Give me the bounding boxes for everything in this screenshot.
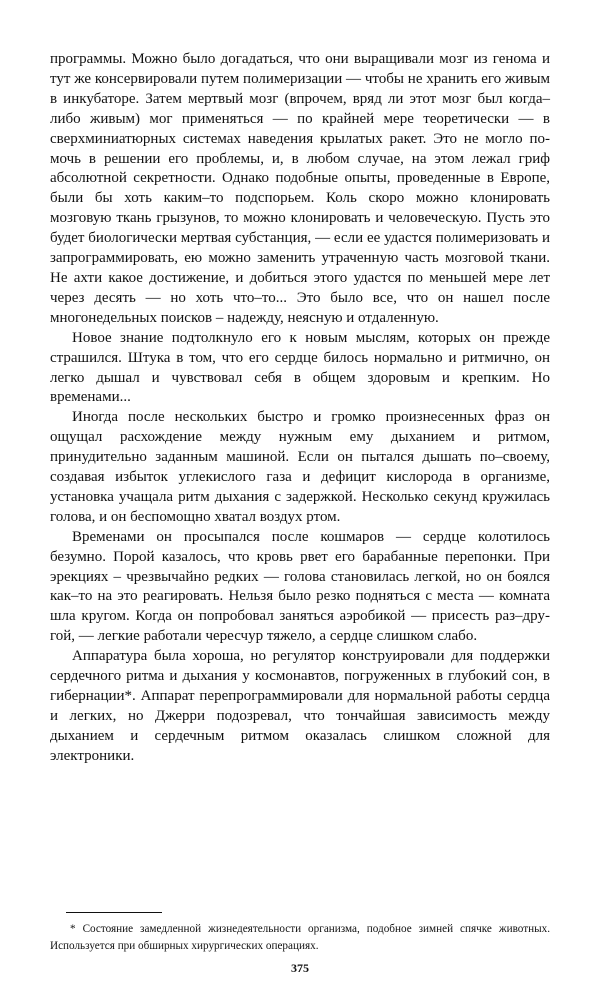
main-text	[50, 50, 550, 767]
paragraph: Новое знание подтолкнуло его к новым мыслям, которых он прежде страшился. Штука в том, что его сердце билось нормально и ритмично, он легко дышал и чувствовал себя в общем здоровым и крепким. Но временами...	[50, 329, 550, 406]
paragraph-continuation: программы. Можно было догадаться, что они выращивали мозг из генома и тут же консервировали путем полимеризации — чтобы не хранить его живым в инкубаторе. Затем мертвый мозг (впрочем, вряд ли этот мозг был когда–либо живым) мог применяться — по крайней мере теоретически — в сверхминиатюрных системах наведения крылатых ракет. Это не могло помочь в решении его проблемы, и, в любом случае, на этом лежал гриф абсолютной секретности. Однако подобные опыты, проведенные в Европе, были бы хоть каким–то подспорьем. Коль скоро можно клонировать мозговую ткань грызунов, то можно клонировать и человеческую. Пусть это будет биологически мертвая субстанция, — если ее удастся полимеризовать и запрограммировать, ею можно заменить утраченную часть мозговой ткани. Не ахти какое достижение, и добиться этого удастся по меньшей мере лет через десять — но хоть что–то... Это было все, что он нашел после многонедельных поисков – надежду, неясную и отдаленную.	[50, 51, 550, 326]
footnote-divider	[66, 912, 162, 913]
page-number: 375	[291, 961, 309, 975]
paragraph: Временами он просыпался после кошмаров — сердце колотилось безумно. Порой казалось, что кровь рвет его барабанные перепонки. При эрекциях – чрезвычайно редких — голова становилась легкой, но он боялся как–то на это реагировать. Нельзя было резко подняться с места — комната шла кругом. Когда он попробовал заняться аэробикой — присесть раз–другой, — легкие работали чересчур тяжело, а сердце слишком слабо.	[50, 528, 550, 645]
footnote: * Состояние замедленной жизнедеятельности организма, подобное зимней спячке животных. Используется при обширных хирургических операциях.	[50, 923, 550, 952]
paragraph: Аппаратура была хороша, но регулятор конструировали для поддержки сердечного ритма и дыхания у космонавтов, погруженных в глубокий сон, в гибернации*. Аппарат перепрограммировали для нормальной работы сердца и легких, но Джерри подозревал, что тончайшая зависимость между дыханием и сердечным ритмом оказалась слишком сложной для электроники.	[50, 648, 550, 764]
paragraph: Иногда после нескольких быстро и громко произнесенных фраз он ощущал расхождение между нужным ему дыханием и ритмом, принудительно заданным машиной. Если он пытался дышать по–своему, создавая избыток углекислого газа и дефицит кислорода в организме, установка учащала ритм дыхания с задержкой. Несколько секунд кружилась голова, и он беспомощно хватал воздух ртом.	[50, 409, 550, 525]
